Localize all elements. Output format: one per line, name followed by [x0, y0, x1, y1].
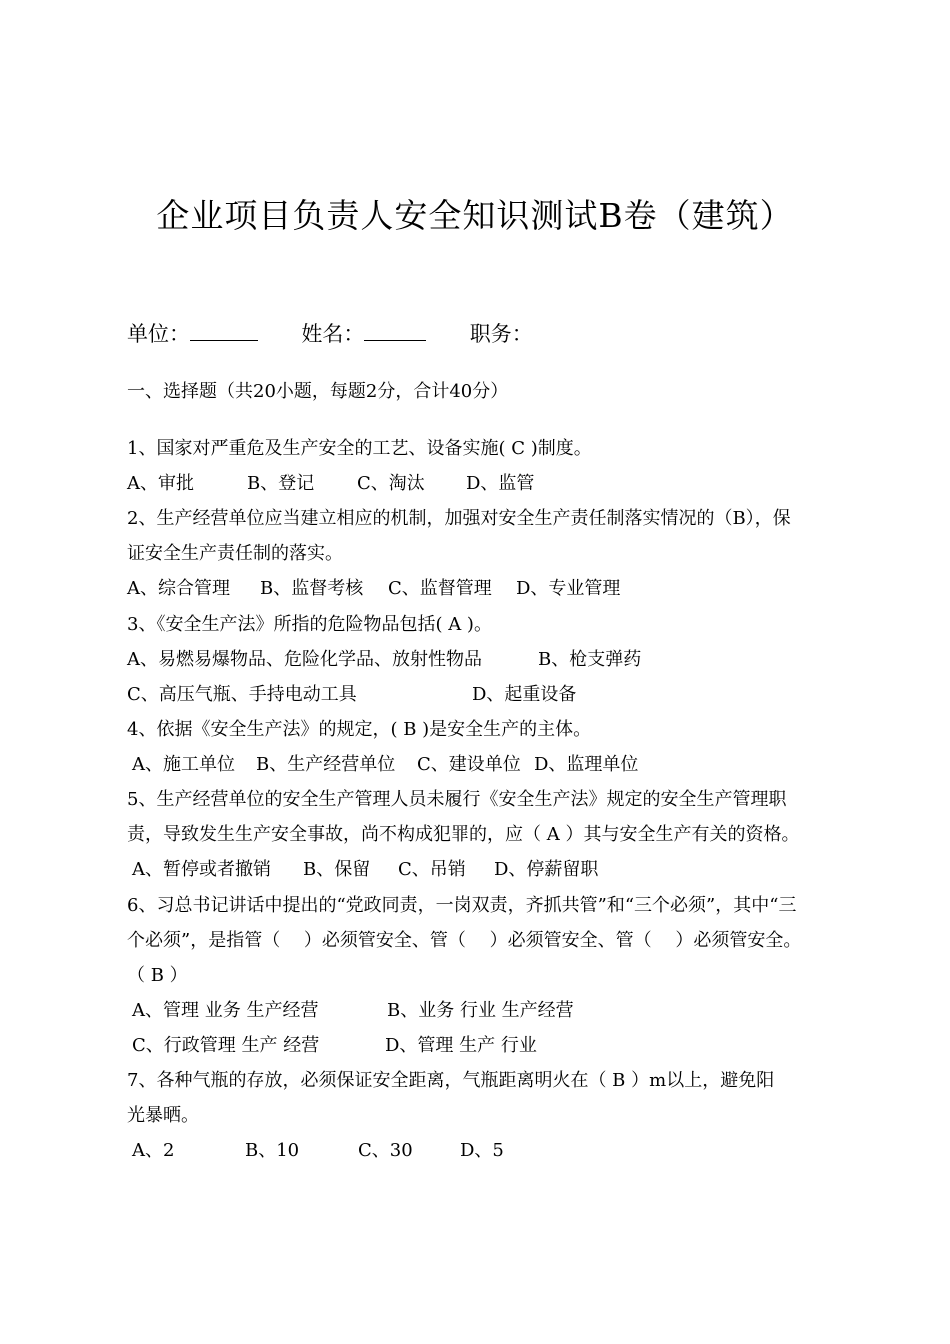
position-label: 职务：: [469, 322, 533, 346]
q1-option-a: A、审批: [127, 473, 194, 494]
q4-option-c: C、建设单位: [417, 754, 521, 775]
question-6: 6、习总书记讲话中提出的“党政同责，一岗双责，齐抓共管”和“三个必须”，其中“三: [127, 895, 797, 916]
q5-option-a: A、暂停或者撤销: [132, 859, 271, 880]
question-3: 3、《安全生产法》所指的危险物品包括( A )。: [127, 614, 492, 635]
q4-option-a: A、施工单位: [132, 754, 235, 775]
q2-option-b: B、监督考核: [260, 578, 364, 599]
q6-option-a: A、管理 业务 生产经营: [132, 1000, 319, 1021]
question-5: 5、生产经营单位的安全生产管理人员未履行《安全生产法》规定的安全生产管理职: [127, 789, 787, 810]
header-fields: [127, 322, 533, 347]
question-6-answer: （ B ）: [127, 965, 188, 986]
q7-option-d: D、5: [460, 1140, 504, 1161]
section-heading: 一、选择题（共20小题，每题2分，合计40分）: [127, 381, 509, 402]
q3-option-d: D、起重设备: [472, 684, 577, 705]
q7-option-a: A、2: [132, 1140, 175, 1161]
question-1: 1、国家对严重危及生产安全的工艺、设备实施( C )制度。: [127, 438, 592, 459]
q5-option-b: B、保留: [303, 859, 371, 880]
q4-option-b: B、生产经营单位: [256, 754, 396, 775]
name-label: 姓名：: [301, 322, 365, 346]
q5-option-c: C、吊销: [398, 859, 466, 880]
q1-option-b: B、登记: [247, 473, 315, 494]
question-7-cont: 光暴晒。: [127, 1105, 199, 1126]
q4-option-d: D、监理单位: [534, 754, 639, 775]
q6-option-d: D、管理 生产 行业: [385, 1035, 537, 1056]
question-2-cont: 证安全生产责任制的落实。: [127, 543, 343, 564]
unit-blank: [190, 322, 258, 341]
q7-option-c: C、30: [358, 1140, 413, 1161]
question-5-cont: 责，导致发生生产安全事故，尚不构成犯罪的，应（ A ）其与安全生产有关的资格。: [127, 824, 800, 845]
q1-option-c: C、淘汰: [357, 473, 425, 494]
q7-option-b: B、10: [245, 1140, 300, 1161]
question-4: 4、依据《安全生产法》的规定，( B )是安全生产的主体。: [127, 719, 592, 740]
page-title: 企业项目负责人安全知识测试B卷（建筑）: [156, 196, 794, 235]
q6-option-b: B、业务 行业 生产经营: [387, 1000, 574, 1021]
q3-option-a: A、易燃易爆物品、危险化学品、放射性物品: [127, 649, 482, 670]
question-6-cont: 个必须”，是指管（ ）必须管安全、管（ ）必须管安全、管（ ）必须管安全。: [127, 930, 802, 951]
q2-option-c: C、监督管理: [388, 578, 492, 599]
q2-option-d: D、专业管理: [516, 578, 621, 599]
unit-label: 单位：: [127, 322, 190, 346]
q1-option-d: D、监管: [466, 473, 535, 494]
q5-option-d: D、停薪留职: [494, 859, 599, 880]
q3-option-b: B、枪支弹药: [538, 649, 642, 670]
question-2: 2、生产经营单位应当建立相应的机制，加强对安全生产责任制落实情况的（B），保: [127, 508, 791, 529]
q6-option-c: C、行政管理 生产 经营: [132, 1035, 320, 1056]
q2-option-a: A、综合管理: [127, 578, 230, 599]
name-blank: [364, 322, 426, 341]
q3-option-c: C、高压气瓶、手持电动工具: [127, 684, 357, 705]
question-7: 7、各种气瓶的存放，必须保证安全距离，气瓶距离明火在（ B ）m以上，避免阳: [127, 1070, 775, 1091]
